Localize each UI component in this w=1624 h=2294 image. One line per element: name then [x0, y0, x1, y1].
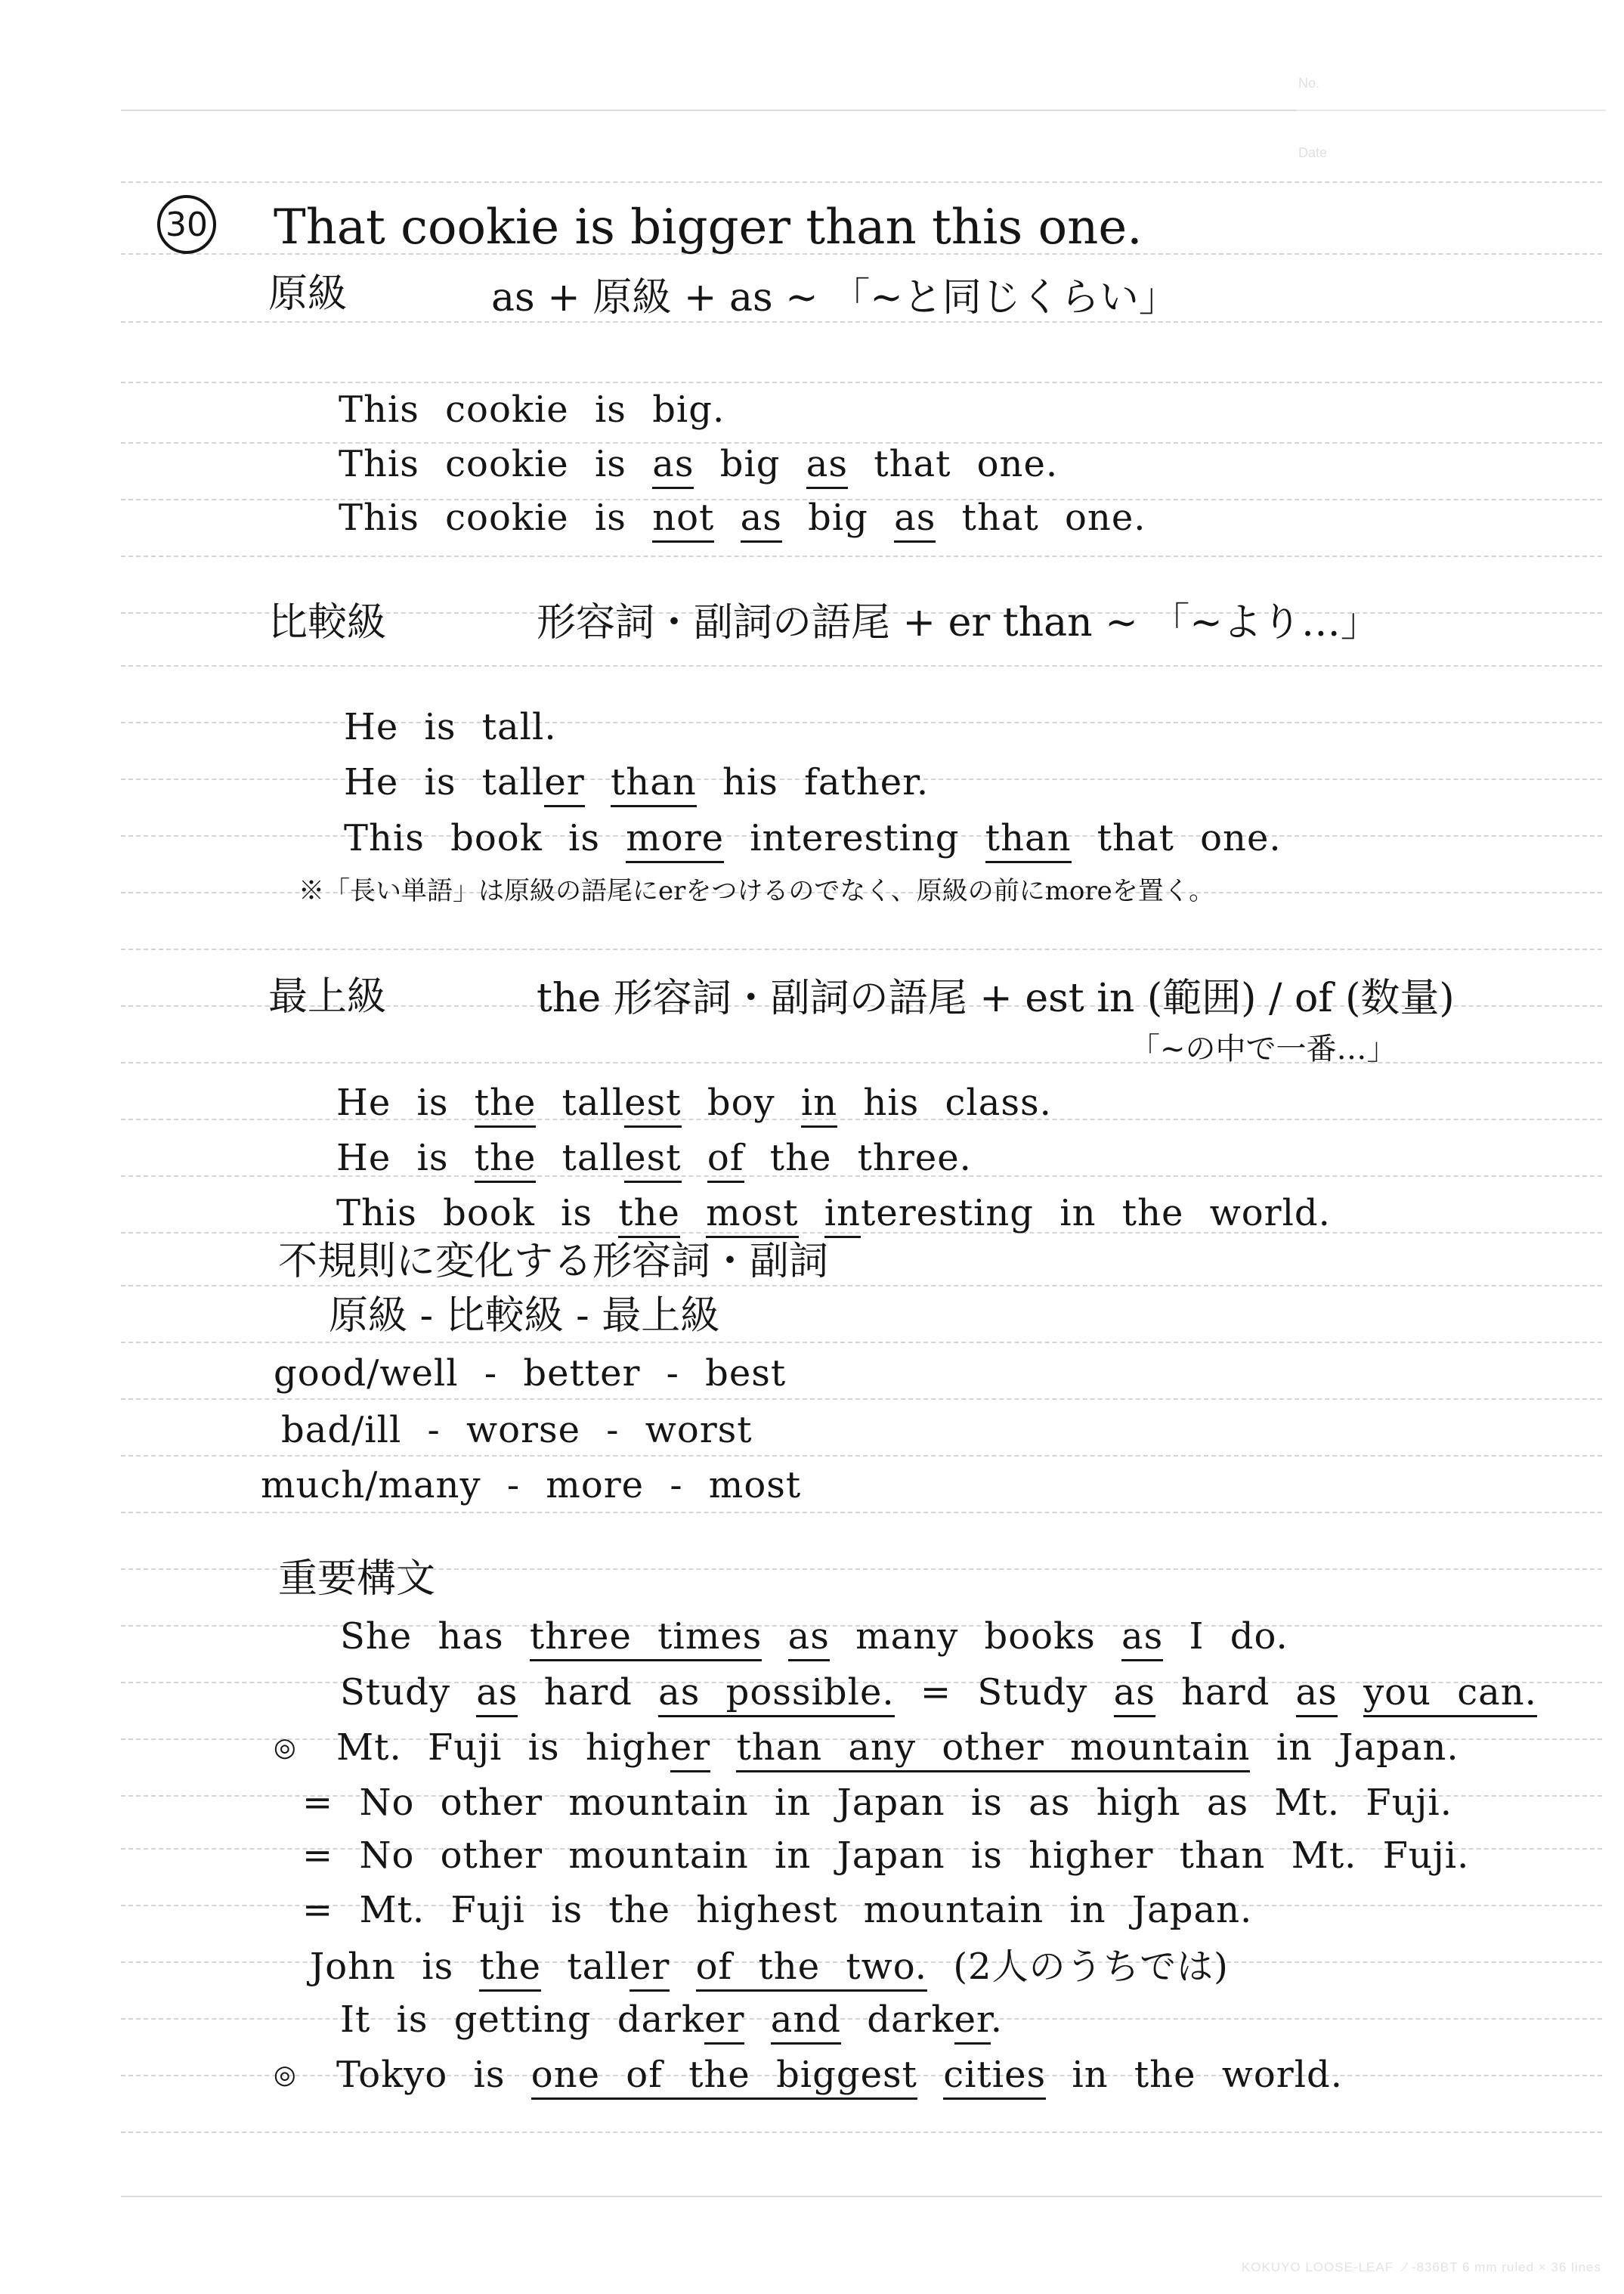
- underlined-phrase: the: [475, 1137, 537, 1183]
- underlined-phrase: and: [771, 1998, 841, 2045]
- underlined-phrase: in: [801, 1082, 837, 1128]
- underlined-phrase: as: [788, 1615, 830, 1661]
- positive-example-1: This cookie is big.: [339, 389, 725, 431]
- underlined-phrase: of the two.: [696, 1946, 927, 1992]
- underlined-phrase: the: [479, 1946, 541, 1992]
- underlined-phrase: as: [741, 497, 782, 543]
- underlined-phrase: you can.: [1363, 1671, 1537, 1717]
- positive-example-3: This cookie is not as big as that one.: [339, 497, 1146, 539]
- underlined-phrase: than: [985, 817, 1072, 863]
- construction-6: = Mt. Fuji is the highest mountain in Japan.: [302, 1889, 1253, 1931]
- no-underline: [1296, 110, 1606, 111]
- underlined-phrase: more: [626, 817, 724, 863]
- superlative-meaning: 「~の中で一番…」: [1130, 1032, 1397, 1067]
- underlined-phrase: er: [954, 1998, 991, 2045]
- comparative-formula: 形容詞・副詞の語尾 + er than ~ 「~より…」: [537, 600, 1380, 645]
- underlined-phrase: most: [706, 1192, 798, 1238]
- construction-5: = No other mountain in Japan is higher than Mt. Fuji.: [302, 1834, 1470, 1877]
- comparative-example-3: This book is more interesting than that one.: [344, 818, 1282, 859]
- underlined-phrase: est: [624, 1137, 681, 1183]
- lesson-number: 30: [157, 195, 216, 254]
- construction-4: = No other mountain in Japan is as high as Mt. Fuji.: [302, 1782, 1452, 1824]
- construction-9: Tokyo is one of the biggest cities in the world.: [336, 2054, 1343, 2096]
- superlative-example-3: This book is the most interesting in the world.: [336, 1193, 1331, 1234]
- superlative-example-1: He is the tallest boy in his class.: [336, 1082, 1052, 1124]
- underlined-phrase: three times: [530, 1615, 762, 1661]
- underlined-phrase: as: [476, 1671, 518, 1717]
- construction-8: It is getting darker and darker.: [340, 1999, 1003, 2041]
- underlined-phrase: est: [624, 1082, 681, 1128]
- underlined-phrase: as: [1296, 1671, 1338, 1717]
- underlined-phrase: er: [704, 1998, 744, 2045]
- footer-brand: KOKUYO LOOSE-LEAF ノ-836BT 6 mm ruled × 36 lines: [1241, 2260, 1601, 2274]
- underlined-phrase: er: [629, 1946, 670, 1992]
- underlined-phrase: as possible.: [658, 1671, 895, 1717]
- underlined-phrase: er: [670, 1726, 710, 1772]
- underlined-phrase: er: [544, 761, 584, 807]
- no-label: No.: [1298, 76, 1320, 91]
- comparative-note: ※「長い単語」は原級の語尾にerをつけるのでなく、原級の前にmoreを置く。: [299, 876, 1215, 906]
- construction-1: She has three times as many books as I do.: [340, 1616, 1288, 1658]
- irregular-row-2: bad/ill - worse - worst: [281, 1409, 753, 1451]
- positive-formula: as + 原級 + as ~ 「~と同じくらい」: [491, 275, 1178, 320]
- underlined-phrase: as: [894, 497, 936, 543]
- comparative-heading: 比較級: [268, 600, 387, 645]
- underlined-phrase: of: [707, 1137, 744, 1183]
- comparative-example-2: He is taller than his father.: [344, 762, 929, 803]
- lesson-title: That cookie is bigger than this one.: [274, 200, 1143, 255]
- construction-7: John is the taller of the two. (2人のうちでは): [310, 1946, 1229, 1988]
- underlined-phrase: cities: [943, 2054, 1046, 2100]
- underlined-phrase: than: [611, 761, 697, 807]
- date-label: Date: [1298, 145, 1328, 160]
- double-circle-bullet-2: ◎: [274, 2060, 296, 2090]
- irregular-row-1: good/well - better - best: [274, 1352, 787, 1395]
- positive-heading: 原級: [268, 271, 348, 317]
- construction-3: Mt. Fuji is higher than any other mountain in Japan.: [336, 1727, 1459, 1769]
- superlative-heading: 最上級: [268, 974, 387, 1020]
- superlative-example-2: He is the tallest of the three.: [336, 1138, 972, 1179]
- constructions-heading: 重要構文: [278, 1556, 436, 1602]
- underlined-phrase: the: [618, 1192, 680, 1238]
- underlined-phrase: not: [652, 497, 714, 543]
- irregular-columns: 原級 - 比較級 - 最上級: [329, 1293, 720, 1339]
- underlined-phrase: one of the biggest: [531, 2054, 917, 2100]
- construction-2: Study as hard as possible. = Study as hard as you can.: [340, 1672, 1537, 1714]
- irregular-heading: 不規則に変化する形容詞・副詞: [278, 1239, 829, 1284]
- underlined-phrase: as: [1114, 1671, 1155, 1717]
- underlined-phrase: as: [806, 443, 848, 489]
- underlined-phrase: as: [652, 443, 694, 489]
- underlined-phrase: than any other mountain: [736, 1726, 1250, 1772]
- positive-example-2: This cookie is as big as that one.: [339, 444, 1058, 485]
- superlative-formula: the 形容詞・副詞の語尾 + est in (範囲) / of (数量): [537, 976, 1455, 1021]
- underlined-phrase: as: [1121, 1615, 1163, 1661]
- double-circle-bullet-1: ◎: [274, 1732, 296, 1763]
- irregular-row-3: much/many - more - most: [261, 1464, 802, 1506]
- underlined-phrase: the: [475, 1082, 537, 1128]
- comparative-example-1: He is tall.: [344, 706, 557, 748]
- underlined-phrase: in: [824, 1192, 861, 1238]
